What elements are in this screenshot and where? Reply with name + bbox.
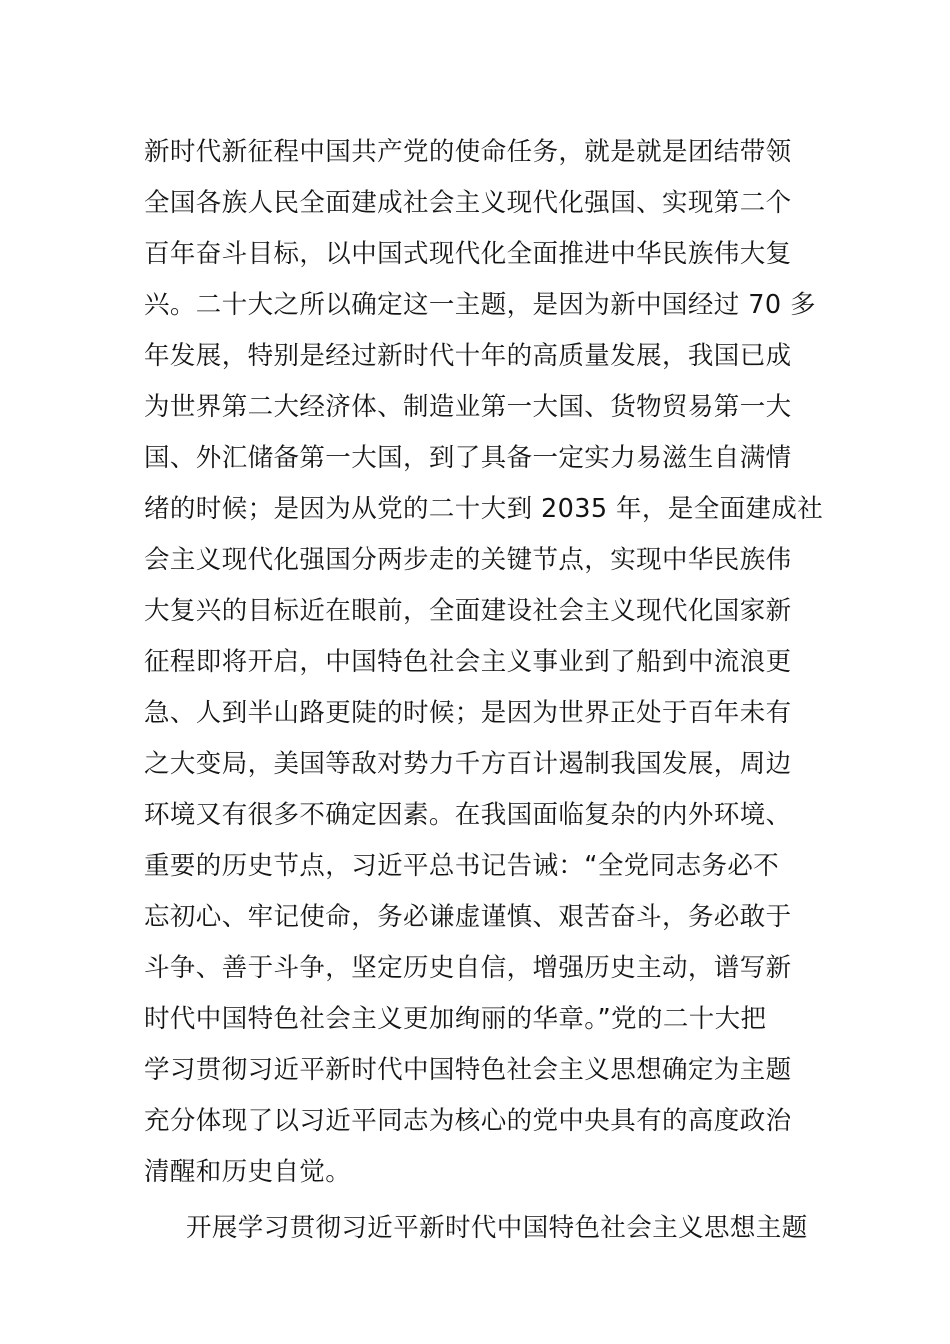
paragraph-first-line: 开展学习贯彻习近平新时代中国特色社会主义思想主题: [186, 1213, 808, 1243]
text-line: 国、外汇储备第一大国，到了具备一定实力易滋生自满情: [144, 443, 792, 473]
text-line: 清醒和历史自觉。: [144, 1157, 352, 1187]
text-line: 斗争、善于斗争，坚定历史自信，增强历史主动，谱写新: [144, 953, 792, 983]
text-line: 重要的历史节点，习近平总书记告诫：“全党同志务必不: [144, 851, 780, 881]
text-line: 征程即将开启，中国特色社会主义事业到了船到中流浪更: [144, 647, 792, 677]
text-line: 百年奋斗目标，以中国式现代化全面推进中华民族伟大复: [144, 239, 792, 269]
text-line: 绪的时候；是因为从党的二十大到 2035 年，是全面建成社: [144, 494, 824, 524]
text-line: 之大变局，美国等敌对势力千方百计遏制我国发展，周边: [144, 749, 792, 779]
text-line: 新时代新征程中国共产党的使命任务，就是就是团结带领: [144, 137, 792, 167]
text-line: 学习贯彻习近平新时代中国特色社会主义思想确定为主题: [144, 1055, 792, 1085]
text-line: 急、人到半山路更陡的时候；是因为世界正处于百年未有: [144, 698, 792, 728]
text-line: 为世界第二大经济体、制造业第一大国、货物贸易第一大: [144, 392, 792, 422]
text-line: 会主义现代化强国分两步走的关键节点，实现中华民族伟: [144, 545, 792, 575]
text-line: 充分体现了以习近平同志为核心的党中央具有的高度政治: [144, 1106, 792, 1136]
text-line: 年发展，特别是经过新时代十年的高质量发展，我国已成: [144, 341, 792, 371]
text-line: 环境又有很多不确定因素。在我国面临复杂的内外环境、: [144, 800, 792, 830]
text-line: 全国各族人民全面建成社会主义现代化强国、实现第二个: [144, 188, 792, 218]
text-line: 忘初心、牢记使命，务必谦虚谨慎、艰苦奋斗，务必敢于: [144, 902, 792, 932]
text-line: 兴。二十大之所以确定这一主题，是因为新中国经过 70 多: [144, 290, 816, 320]
text-line: 时代中国特色社会主义更加绚丽的华章。”党的二十大把: [144, 1004, 767, 1034]
text-line: 大复兴的目标近在眼前，全面建设社会主义现代化国家新: [144, 596, 792, 626]
